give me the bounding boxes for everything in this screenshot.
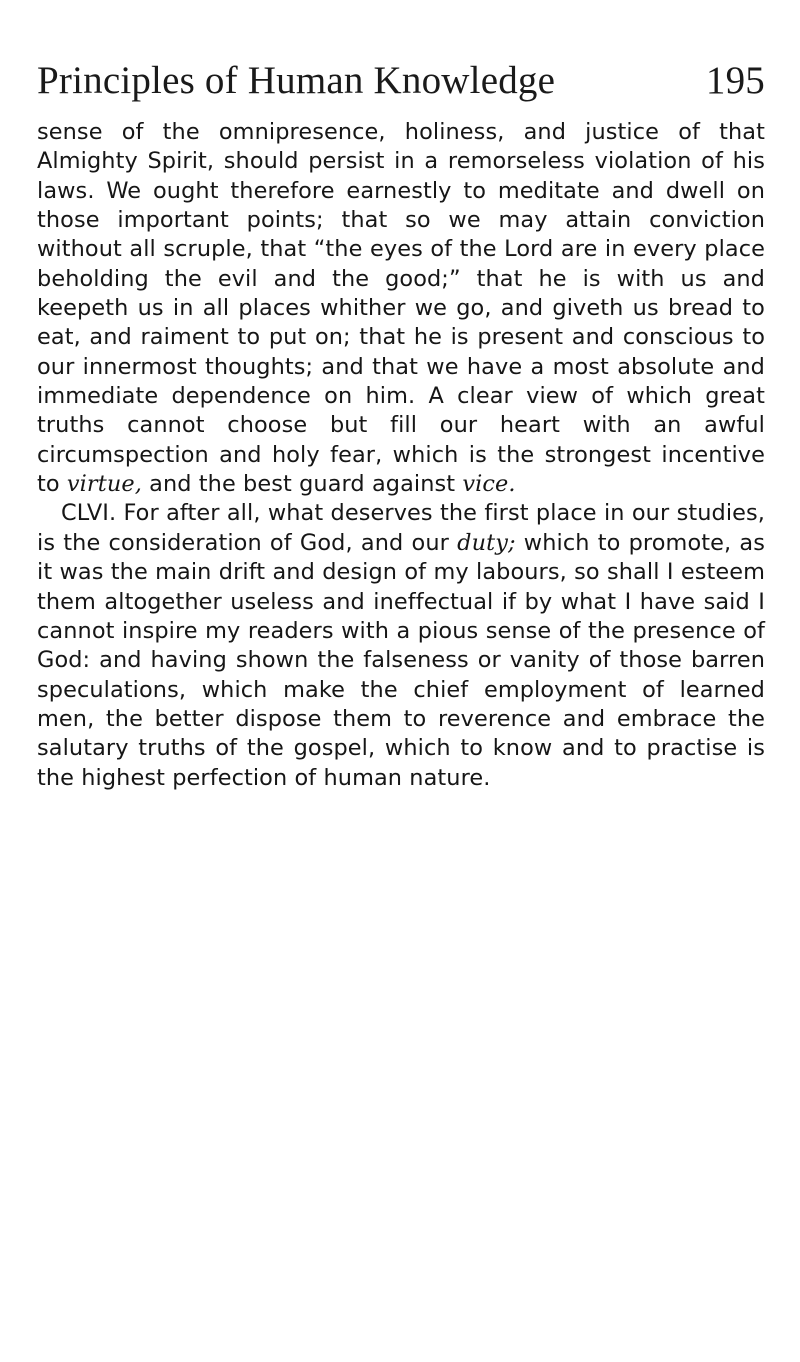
paragraph-text: sense of the omnipresence, holiness, and justice of that Almighty Spirit, should persist in a remorseless violation of his laws. We ought therefore earnestly to meditate and dwell on those important points; that so we may attain conviction without all scruple, that “the eyes of the Lord are in every place beholding the evil and the good;” that he is with us and keepeth us in all places whither we go, and giveth us bread to eat, and raiment to put on; that he is present and conscious to our innermost thoughts; and that we have a most absolute and immediate dependence on him. A clear view of which great truths cannot choose but fill our heart with an awful circumspection and holy fear, which is the strongest incentive to <box>37 119 765 498</box>
paragraph-continued <box>37 118 765 499</box>
running-title: Principles of Human Knowledge <box>37 59 556 102</box>
section-clvi-paragraph <box>37 499 765 792</box>
book-page <box>37 52 765 793</box>
italic-word-duty: duty; <box>457 529 516 556</box>
italic-word-vice: vice. <box>462 471 516 498</box>
paragraph-text: and the best guard against <box>141 471 463 498</box>
body-text <box>37 118 765 793</box>
paragraph-text: which to promote, as it was the main drift and design of my labours, so shall I esteem them altogether useless and ineffectual if by what I have said I cannot inspire my readers with a pious sense of the presence of God: and having shown the falseness or vanity of those barren speculations, which make the chief employment of learned men, the better dispose them to reverence and embrace the salutary truths of the gospel, which to know and to practise is the highest perfection of human nature. <box>37 529 766 791</box>
page-number: 195 <box>705 59 765 102</box>
running-head <box>37 52 765 110</box>
paragraph-text: CLVI. For after all, what deserves the first place in our studies, is the consideration of God, and our <box>37 500 765 556</box>
italic-word-virtue: virtue, <box>66 471 142 498</box>
